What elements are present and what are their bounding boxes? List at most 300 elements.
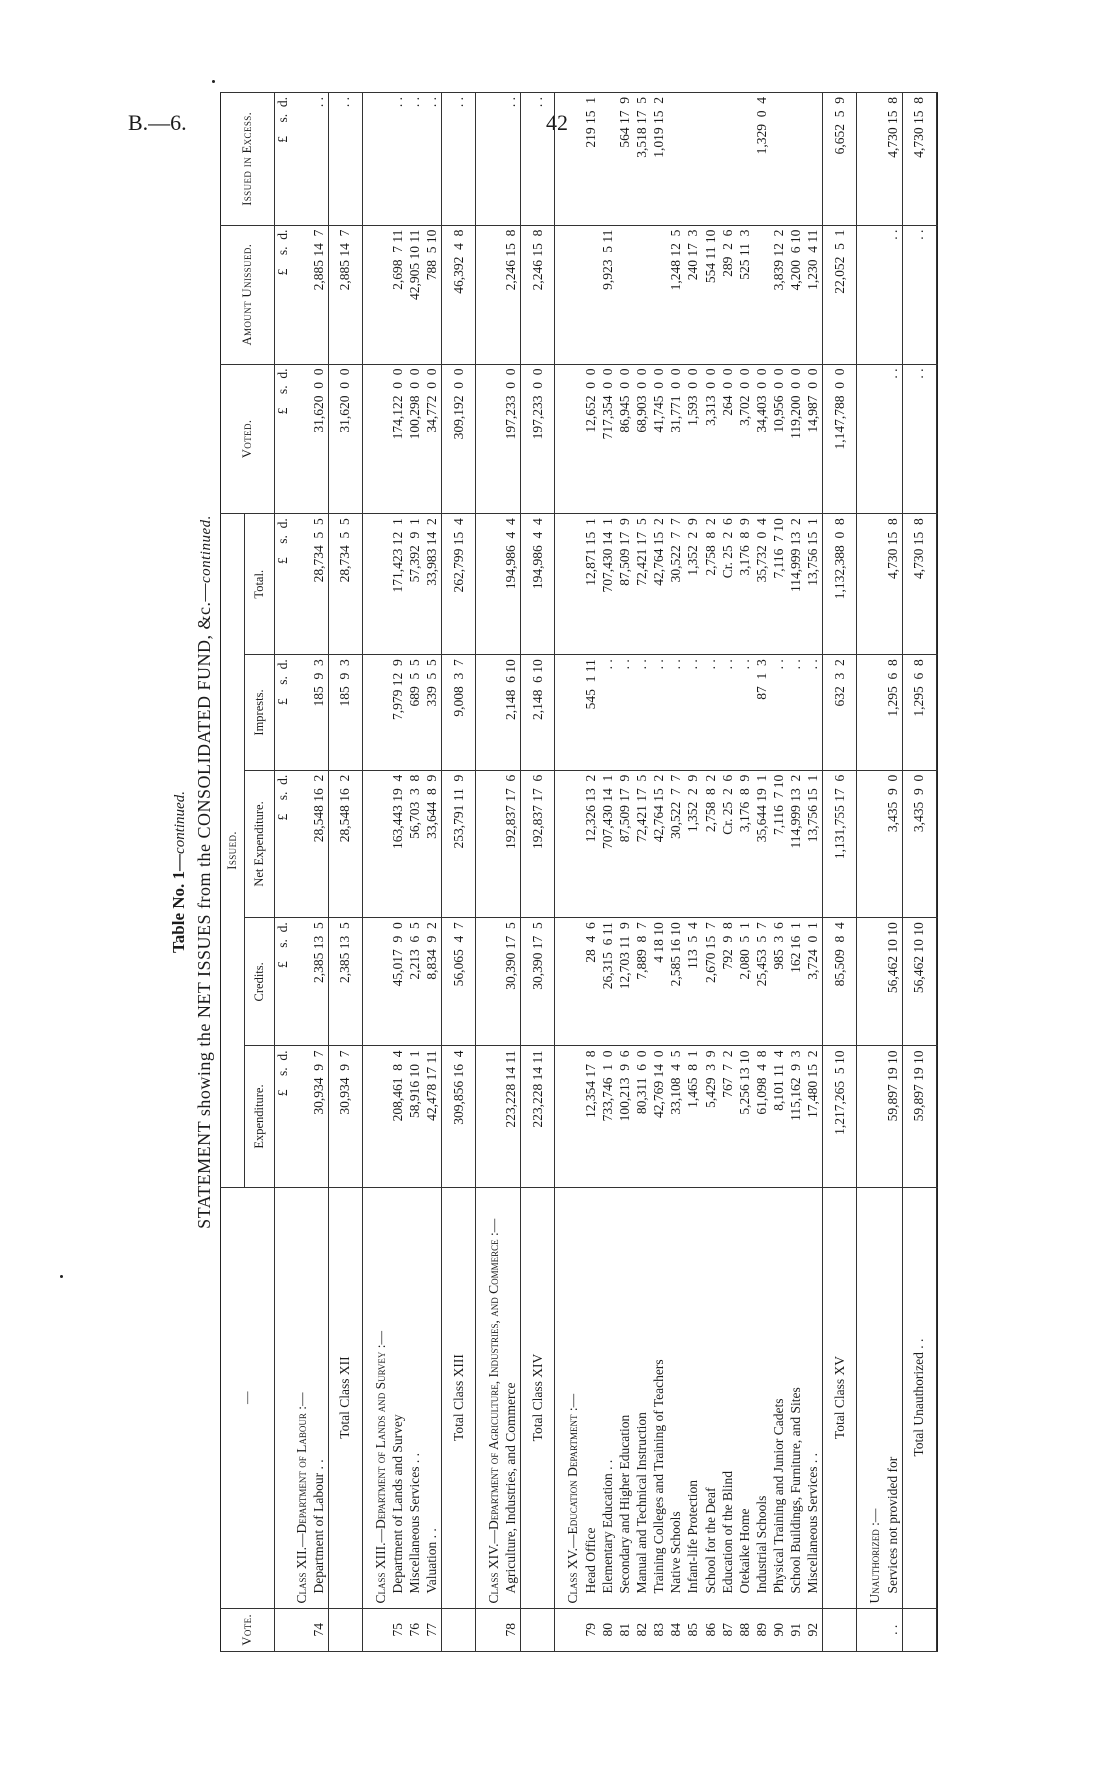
vote-cell	[555, 1608, 583, 1651]
voted-value: 717,354 0 0	[600, 364, 617, 514]
net-expenditure-value: 2,758 8 2	[703, 770, 720, 918]
table-row	[311, 93, 329, 1652]
table-row	[407, 93, 424, 1652]
total-value: 4,730 15 8	[902, 514, 936, 655]
voted-value: . .	[885, 364, 903, 514]
imprests-value: . .	[668, 655, 685, 770]
vote-number: 86	[703, 1608, 720, 1651]
section-title: Class XII.—Department of Labour :—	[292, 1187, 311, 1608]
issued-in-excess-value	[737, 93, 754, 226]
voted-value: 14,987 0 0	[805, 364, 823, 514]
empty-cell	[476, 364, 504, 514]
expenditure-value: 33,108 4 5	[668, 1046, 685, 1187]
expenditure-value: 42,769 14 0	[651, 1046, 668, 1187]
vote-cell	[328, 1608, 362, 1651]
net-expenditure-value: 253,791 11 9	[442, 770, 476, 918]
empty-cell	[857, 514, 885, 655]
amount-unissued-value: 3,839 12 2	[771, 225, 788, 364]
total-value: 7,116 7 10	[771, 514, 788, 655]
issued-in-excess-value: . .	[407, 93, 424, 226]
credits-header: Credits.	[245, 918, 275, 1046]
table-row	[737, 93, 754, 1652]
issued-in-excess-value: . .	[311, 93, 329, 226]
empty-cell	[362, 364, 390, 514]
table-subtitle: STATEMENT showing the NET ISSUES from the CONSOLIDATED FUND, &c.—continued.	[194, 515, 214, 1229]
total-value: 707,430 14 1	[600, 514, 617, 655]
table-row	[754, 93, 771, 1652]
total-value: 114,999 13 2	[788, 514, 805, 655]
empty-cell	[936, 918, 937, 1046]
total-value: 4,730 15 8	[885, 514, 903, 655]
expenditure-value: 5,429 3 9	[703, 1046, 720, 1187]
issued-in-excess-value: 1,329 0 4	[754, 93, 771, 226]
credits-value: 45,017 9 0	[390, 918, 407, 1046]
amount-unissued-value: . .	[885, 225, 903, 364]
credits-value: 8,834 9 2	[424, 918, 442, 1046]
vote-description: Department of Labour . .	[311, 1187, 329, 1608]
vote-cell	[292, 1608, 311, 1651]
voted-value: 309,192 0 0	[442, 364, 476, 514]
expenditure-value: 223,228 14 11	[521, 1046, 555, 1187]
imprests-value: . .	[685, 655, 702, 770]
total-value: 194,986 4 4	[521, 514, 555, 655]
expenditure-value: 309,856 16 4	[442, 1046, 476, 1187]
empty-cell	[476, 1046, 504, 1187]
empty-cell	[555, 1046, 583, 1187]
voted-header: Voted.	[221, 364, 275, 514]
credits-value: 30,390 17 5	[521, 918, 555, 1046]
vote-number: 74	[311, 1608, 329, 1651]
total-header: Total.	[245, 514, 275, 655]
empty-cell	[555, 514, 583, 655]
imprests-value: . .	[651, 655, 668, 770]
issued-in-excess-value: . .	[424, 93, 442, 226]
vote-cell	[857, 1608, 885, 1651]
amount-unissued-value	[754, 225, 771, 364]
voted-value: 3,702 0 0	[737, 364, 754, 514]
imprests-value: . .	[737, 655, 754, 770]
imprests-value: 339 5 5	[424, 655, 442, 770]
imprests-value: 7,979 12 9	[390, 655, 407, 770]
section-title-row	[292, 93, 311, 1652]
total-value: 1,132,388 0 8	[823, 514, 857, 655]
imprests-value: . .	[600, 655, 617, 770]
voted-value: 197,233 0 0	[521, 364, 555, 514]
empty-cell	[936, 364, 937, 514]
amount-unissued-value	[651, 225, 668, 364]
units-spacer	[275, 1187, 292, 1608]
voted-value: 31,620 0 0	[328, 364, 362, 514]
empty-cell	[936, 1187, 937, 1608]
net-expenditure-value: 3,176 8 9	[737, 770, 754, 918]
section-title-row	[476, 93, 504, 1652]
total-value: 35,732 0 4	[754, 514, 771, 655]
credits-value: 2,213 6 5	[407, 918, 424, 1046]
empty-cell	[362, 918, 390, 1046]
expenditure-header: Expenditure.	[245, 1046, 275, 1187]
empty-cell	[555, 225, 583, 364]
imprests-value: . .	[805, 655, 823, 770]
net-expenditure-value: 192,837 17 6	[503, 770, 521, 918]
imprests-value: 2,148 6 10	[503, 655, 521, 770]
empty-cell	[555, 655, 583, 770]
vote-description: Education of the Blind	[720, 1187, 737, 1608]
table-row	[685, 93, 702, 1652]
issued-in-excess-value: 4,730 15 8	[902, 93, 936, 226]
empty-cell	[857, 93, 885, 226]
amount-unissued-value	[617, 225, 634, 364]
vote-number: 78	[503, 1608, 521, 1651]
table-row	[703, 93, 720, 1652]
net-expenditure-value: 1,131,755 17 6	[823, 770, 857, 918]
amount-unissued-value: 788 5 10	[424, 225, 442, 364]
expenditure-value: 733,746 1 0	[600, 1046, 617, 1187]
table-row	[424, 93, 442, 1652]
issued-in-excess-header: Issued in Excess.	[221, 93, 275, 226]
amount-unissued-value: 9,923 5 11	[600, 225, 617, 364]
voted-value: 264 0 0	[720, 364, 737, 514]
table-row	[720, 93, 737, 1652]
amount-unissued-value: 2,698 7 11	[390, 225, 407, 364]
empty-cell	[555, 918, 583, 1046]
vote-cell	[902, 1608, 936, 1651]
credits-value: 985 3 6	[771, 918, 788, 1046]
total-value: 57,392 9 1	[407, 514, 424, 655]
amount-unissued-value: 22,052 5 1	[823, 225, 857, 364]
net-expenditure-value: 35,644 19 1	[754, 770, 771, 918]
vote-cell	[362, 1608, 390, 1651]
table-row	[805, 93, 823, 1652]
net-expenditure-value: 1,352 2 9	[685, 770, 702, 918]
credits-value: 113 5 4	[685, 918, 702, 1046]
section-title-row	[362, 93, 390, 1652]
vote-number: 75	[390, 1608, 407, 1651]
empty-cell	[857, 655, 885, 770]
issued-in-excess-value	[771, 93, 788, 226]
vote-description: Head Office	[583, 1187, 600, 1608]
credits-value: 56,462 10 10	[885, 918, 903, 1046]
net-expenditure-value: 33,644 8 9	[424, 770, 442, 918]
expenditure-value: 223,228 14 11	[503, 1046, 521, 1187]
table-row	[390, 93, 407, 1652]
empty-cell	[857, 364, 885, 514]
section-title: Unauthorized :—	[857, 1187, 885, 1608]
expenditure-value: 58,916 10 1	[407, 1046, 424, 1187]
amount-unissued-value: 240 17 3	[685, 225, 702, 364]
issued-in-excess-value: 1,019 15 2	[651, 93, 668, 226]
section-title: Class XIII.—Department of Lands and Survey :—	[362, 1187, 390, 1608]
empty-cell	[936, 1608, 937, 1651]
credits-value: 2,385 13 5	[328, 918, 362, 1046]
expenditure-value: 30,934 9 7	[311, 1046, 329, 1187]
amount-unissued-value: . .	[902, 225, 936, 364]
credits-value: 7,889 8 7	[634, 918, 651, 1046]
credits-value: 4 18 10	[651, 918, 668, 1046]
voted-value: 31,771 0 0	[668, 364, 685, 514]
empty-cell	[362, 225, 390, 364]
total-value: 28,734 5 5	[311, 514, 329, 655]
imprests-value: 1,295 6 8	[885, 655, 903, 770]
net-expenditure-value: 192,837 17 6	[521, 770, 555, 918]
total-value: 42,764 15 2	[651, 514, 668, 655]
empty-cell	[476, 918, 504, 1046]
imprests-value: 9,008 3 7	[442, 655, 476, 770]
total-value: 30,522 7 7	[668, 514, 685, 655]
net-expenditure-value: Cr. 25 2 6	[720, 770, 737, 918]
vote-description: Miscellaneous Services . .	[805, 1187, 823, 1608]
total-value: 87,509 17 9	[617, 514, 634, 655]
empty-cell	[362, 655, 390, 770]
imprests-value: 185 9 3	[328, 655, 362, 770]
vote-number: 89	[754, 1608, 771, 1651]
total-value: 3,176 8 9	[737, 514, 754, 655]
table-header	[221, 93, 275, 1652]
total-value: 1,352 2 9	[685, 514, 702, 655]
units-label: £ s. d.	[275, 225, 292, 364]
issued-in-excess-value: 564 17 9	[617, 93, 634, 226]
expenditure-value: 8,101 11 4	[771, 1046, 788, 1187]
vote-number: 79	[583, 1608, 600, 1651]
net-expenditure-value: 12,326 13 2	[583, 770, 600, 918]
voted-value: 1,147,788 0 0	[823, 364, 857, 514]
expenditure-value: 100,213 9 6	[617, 1046, 634, 1187]
page-reference: B.—6.	[128, 110, 187, 135]
voted-value: 68,903 0 0	[634, 364, 651, 514]
voted-value: 12,652 0 0	[583, 364, 600, 514]
voted-value: 10,956 0 0	[771, 364, 788, 514]
empty-cell	[936, 93, 937, 226]
vote-number: 90	[771, 1608, 788, 1651]
total-value: Cr. 25 2 6	[720, 514, 737, 655]
vote-number: 83	[651, 1608, 668, 1651]
vote-cell	[476, 1608, 504, 1651]
issued-in-excess-value: 3,518 17 5	[634, 93, 651, 226]
expenditure-value: 80,311 6 0	[634, 1046, 651, 1187]
table-caption: Table No. 1—continued.	[169, 791, 188, 953]
amount-unissued-value: 2,885 14 7	[328, 225, 362, 364]
vote-description: Training Colleges and Training of Teachers	[651, 1187, 668, 1608]
expenditure-value: 5,256 13 10	[737, 1046, 754, 1187]
class-total-row	[442, 93, 476, 1652]
credits-value: 162 16 1	[788, 918, 805, 1046]
table-row	[885, 93, 903, 1652]
empty-cell	[936, 225, 937, 364]
print-speck	[60, 1275, 63, 1278]
issued-header: Issued.	[221, 514, 245, 1187]
empty-cell	[292, 1046, 311, 1187]
issued-in-excess-value	[805, 93, 823, 226]
vote-description: Secondary and Higher Education	[617, 1187, 634, 1608]
credits-value: 28 4 6	[583, 918, 600, 1046]
units-row	[275, 93, 292, 1652]
amount-unissued-value: 1,248 12 5	[668, 225, 685, 364]
net-expenditure-value: 56,703 3 8	[407, 770, 424, 918]
expenditure-value: 767 7 2	[720, 1046, 737, 1187]
vote-number: 87	[720, 1608, 737, 1651]
issued-in-excess-value: 6,652 5 9	[823, 93, 857, 226]
filler-row	[936, 93, 937, 1652]
imprests-value: . .	[703, 655, 720, 770]
table-row	[600, 93, 617, 1652]
net-expenditure-value: 28,548 16 2	[311, 770, 329, 918]
empty-cell	[476, 225, 504, 364]
net-expenditure-value: 87,509 17 9	[617, 770, 634, 918]
issued-in-excess-value: . .	[390, 93, 407, 226]
voted-value: 197,233 0 0	[503, 364, 521, 514]
expenditure-value: 42,478 17 11	[424, 1046, 442, 1187]
table-row	[617, 93, 634, 1652]
vote-number: 80	[600, 1608, 617, 1651]
expenditure-value: 12,354 17 8	[583, 1046, 600, 1187]
net-expenditure-value: 114,999 13 2	[788, 770, 805, 918]
amount-unissued-header: Amount Unissued.	[221, 225, 275, 364]
credits-value: 792 9 8	[720, 918, 737, 1046]
empty-cell	[362, 93, 390, 226]
amount-unissued-value: 1,230 4 11	[805, 225, 823, 364]
amount-unissued-value: 2,246 15 8	[521, 225, 555, 364]
issued-in-excess-value	[788, 93, 805, 226]
empty-cell	[292, 770, 311, 918]
table-row	[634, 93, 651, 1652]
expenditure-value: 59,897 19 10	[885, 1046, 903, 1187]
units-label: £ s. d.	[275, 770, 292, 918]
rotated-table-page	[154, 82, 954, 1662]
issued-in-excess-value	[685, 93, 702, 226]
class-total-row	[823, 93, 857, 1652]
amount-unissued-value: 42,905 10 11	[407, 225, 424, 364]
empty-cell	[936, 655, 937, 770]
issued-in-excess-value: 219 15 1	[583, 93, 600, 226]
amount-unissued-value: 2,885 14 7	[311, 225, 329, 364]
imprests-value: . .	[771, 655, 788, 770]
net-expenditure-value: 30,522 7 7	[668, 770, 685, 918]
credits-value: 25,453 5 7	[754, 918, 771, 1046]
empty-cell	[476, 93, 504, 226]
amount-unissued-value: 289 2 6	[720, 225, 737, 364]
empty-cell	[555, 93, 583, 226]
credits-value: 12,703 11 9	[617, 918, 634, 1046]
section-title-row	[857, 93, 885, 1652]
issued-in-excess-value: 4,730 15 8	[885, 93, 903, 226]
credits-value: 56,065 4 7	[442, 918, 476, 1046]
empty-cell	[857, 225, 885, 364]
expenditure-value: 61,098 4 8	[754, 1046, 771, 1187]
voted-value: 86,945 0 0	[617, 364, 634, 514]
units-label: £ s. d.	[275, 93, 292, 226]
table-row	[771, 93, 788, 1652]
net-expenditure-value: 3,435 9 0	[902, 770, 936, 918]
section-title: Class XV.—Education Department :—	[555, 1187, 583, 1608]
vote-number: 91	[788, 1608, 805, 1651]
total-value: 28,734 5 5	[328, 514, 362, 655]
total-value: 262,799 15 4	[442, 514, 476, 655]
credits-value: 26,315 6 11	[600, 918, 617, 1046]
amount-unissued-value	[634, 225, 651, 364]
imprests-value: . .	[788, 655, 805, 770]
issued-in-excess-value	[720, 93, 737, 226]
empty-cell	[555, 770, 583, 918]
table-row	[668, 93, 685, 1652]
vote-number: . .	[885, 1608, 903, 1651]
total-value: 194,986 4 4	[503, 514, 521, 655]
imprests-value: . .	[634, 655, 651, 770]
issued-in-excess-value	[600, 93, 617, 226]
class-total-label: Total Class XII	[328, 1187, 362, 1608]
vote-description: Infant-life Protection	[685, 1187, 702, 1608]
amount-unissued-value: 4,200 6 10	[788, 225, 805, 364]
voted-value: 174,122 0 0	[390, 364, 407, 514]
issued-in-excess-value: . .	[328, 93, 362, 226]
vote-description: Agriculture, Industries, and Commerce	[503, 1187, 521, 1608]
expenditure-value: 59,897 19 10	[902, 1046, 936, 1187]
empty-cell	[292, 364, 311, 514]
total-value: 13,756 15 1	[805, 514, 823, 655]
class-total-label: Total Class XIV	[521, 1187, 555, 1608]
vote-description: School for the Deaf	[703, 1187, 720, 1608]
amount-unissued-value	[583, 225, 600, 364]
net-expenditure-value: 13,756 15 1	[805, 770, 823, 918]
empty-cell	[362, 514, 390, 655]
total-value: 2,758 8 2	[703, 514, 720, 655]
vote-description: Native Schools	[668, 1187, 685, 1608]
expenditure-value: 115,162 9 3	[788, 1046, 805, 1187]
voted-value: 41,745 0 0	[651, 364, 668, 514]
units-label: £ s. d.	[275, 655, 292, 770]
total-value: 72,421 17 5	[634, 514, 651, 655]
net-expenditure-value: 42,764 15 2	[651, 770, 668, 918]
empty-cell	[936, 1046, 937, 1187]
vote-description: Industrial Schools	[754, 1187, 771, 1608]
table-row	[651, 93, 668, 1652]
credits-value: 2,385 13 5	[311, 918, 329, 1046]
vote-number: 92	[805, 1608, 823, 1651]
vote-description: Services not provided for	[885, 1187, 903, 1608]
voted-value: 100,298 0 0	[407, 364, 424, 514]
voted-value: . .	[902, 364, 936, 514]
vote-number: 77	[424, 1608, 442, 1651]
empty-cell	[857, 770, 885, 918]
imprests-value: 87 1 3	[754, 655, 771, 770]
expenditure-value: 17,480 15 2	[805, 1046, 823, 1187]
amount-unissued-value: 554 11 10	[703, 225, 720, 364]
imprests-value: 1,295 6 8	[902, 655, 936, 770]
table-row	[503, 93, 521, 1652]
expenditure-value: 1,217,265 5 10	[823, 1046, 857, 1187]
vote-cell	[521, 1608, 555, 1651]
amount-unissued-value: 2,246 15 8	[503, 225, 521, 364]
empty-cell	[292, 514, 311, 655]
units-label: £ s. d.	[275, 364, 292, 514]
empty-cell	[362, 1046, 390, 1187]
total-value: 12,871 15 1	[583, 514, 600, 655]
credits-value: 85,509 8 4	[823, 918, 857, 1046]
empty-cell	[476, 770, 504, 918]
net-issues-table	[220, 92, 938, 1652]
class-total-row	[521, 93, 555, 1652]
vote-number: 88	[737, 1608, 754, 1651]
issued-in-excess-value: . .	[442, 93, 476, 226]
imprests-header: Imprests.	[245, 655, 275, 770]
vote-number: 84	[668, 1608, 685, 1651]
empty-cell	[476, 514, 504, 655]
issued-in-excess-value: . .	[521, 93, 555, 226]
table-body	[275, 93, 938, 1652]
credits-value: 2,585 16 10	[668, 918, 685, 1046]
units-label: £ s. d.	[275, 918, 292, 1046]
class-total-label: Total Class XIII	[442, 1187, 476, 1608]
vote-description: Department of Lands and Survey	[390, 1187, 407, 1608]
units-label: £ s. d.	[275, 514, 292, 655]
